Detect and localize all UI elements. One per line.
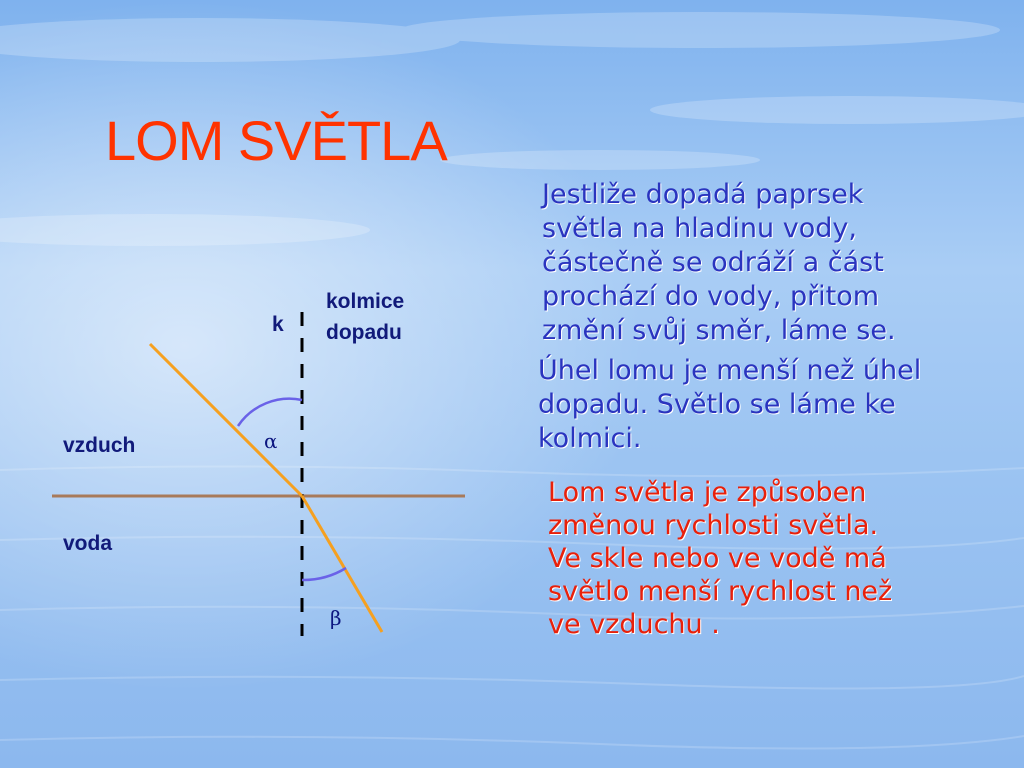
- slide-title: LOM SVĚTLA: [105, 109, 447, 172]
- beta-symbol: β: [330, 606, 342, 630]
- air-label: vzduch: [63, 434, 136, 457]
- incidence-angle-arc: [238, 399, 302, 426]
- intro-paragraph-reflection: Jestliže dopadá paprsek světla na hladinu vody, částečně se odráží a část prochází do vody, přitom změní svůj směr, láme se.: [542, 179, 896, 346]
- explanation-text: Lom světla je způsoben změnou rychlosti světla. Ve skle nebo ve vodě má světlo menší rychlost než ve vzduchu .: [548, 477, 893, 640]
- alpha-symbol: α: [264, 429, 278, 453]
- water-label: voda: [63, 532, 113, 555]
- refracted-ray: [302, 496, 382, 632]
- refraction-angle-arc: [302, 568, 346, 580]
- normal-label-k: k: [272, 313, 284, 336]
- normal-caption-line2: dopadu: [326, 321, 402, 344]
- incident-ray: [150, 344, 302, 496]
- intro-paragraph-angle: Úhel lomu je menší než úhel dopadu. Světlo se láme ke kolmici.: [538, 355, 922, 454]
- normal-caption-line1: kolmice: [326, 290, 405, 313]
